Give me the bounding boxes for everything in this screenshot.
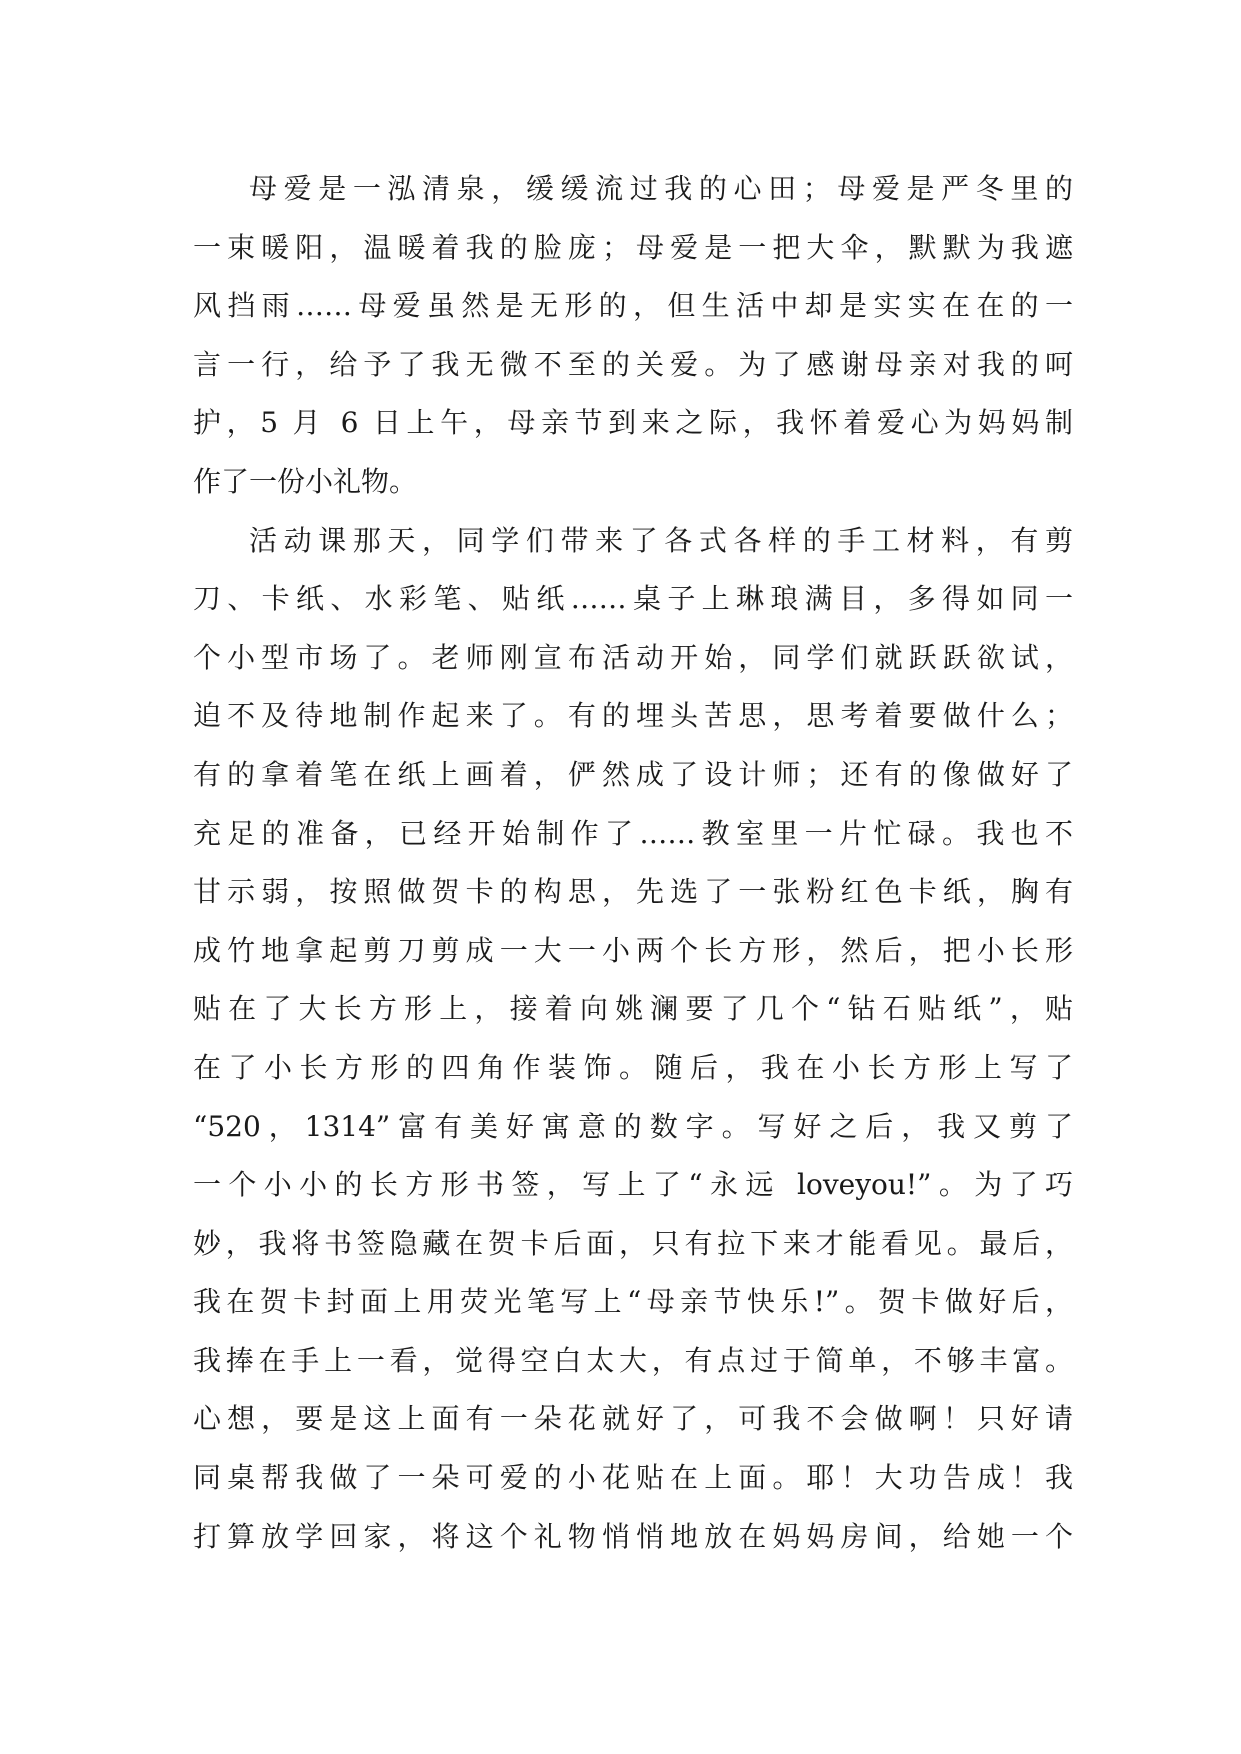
paragraph-2-line-15: 我捧在手上一看，觉得空白太大，有点过于简单，不够丰富。 bbox=[193, 1343, 1073, 1377]
paragraph-2-line-2: 刀、卡纸、水彩笔、贴纸……桌子上琳琅满目，多得如同一 bbox=[193, 582, 1073, 616]
paragraph-2-line-13: 妙，我将书签隐藏在贺卡后面，只有拉下来才能看见。最后， bbox=[193, 1226, 1073, 1260]
paragraph-1-line-4: 言一行，给予了我无微不至的关爱。为了感谢母亲对我的呵 bbox=[193, 347, 1073, 381]
paragraph-2-line-12: 一个小小的长方形书签，写上了“永远 loveyou!”。为了巧 bbox=[193, 1168, 1073, 1202]
paragraph-1-line-3: 风挡雨……母爱虽然是无形的，但生活中却是实实在在的一 bbox=[193, 289, 1073, 323]
paragraph-2-line-7: 甘示弱，按照做贺卡的构思，先选了一张粉红色卡纸，胸有 bbox=[193, 875, 1073, 909]
body-text bbox=[193, 160, 1073, 1566]
paragraph-1-line-1: 母爱是一泓清泉，缓缓流过我的心田；母爱是严冬里的 bbox=[249, 172, 1073, 205]
paragraph-2-line-9: 贴在了大长方形上，接着向姚澜要了几个“钻石贴纸”，贴 bbox=[193, 992, 1073, 1026]
paragraph-2-line-1: 活动课那天，同学们带来了各式各样的手工材料，有剪 bbox=[249, 523, 1073, 557]
paragraph-2-line-10: 在了小长方形的四角作装饰。随后，我在小长方形上写了 bbox=[193, 1050, 1073, 1084]
paragraph-2-line-4: 迫不及待地制作起来了。有的埋头苦思，思考着要做什么； bbox=[193, 699, 1073, 733]
paragraph-2-line-6: 充足的准备，已经开始制作了……教室里一片忙碌。我也不 bbox=[193, 816, 1073, 850]
paragraph-2-line-3: 个小型市场了。老师刚宣布活动开始，同学们就跃跃欲试， bbox=[193, 640, 1073, 674]
paragraph-2-line-17: 同桌帮我做了一朵可爱的小花贴在上面。耶！大功告成！我 bbox=[193, 1461, 1073, 1495]
paragraph-1-line-6: 作了一份小礼物。 bbox=[193, 464, 418, 498]
paragraph-2-line-11: “520，1314”富有美好寓意的数字。写好之后，我又剪了 bbox=[193, 1109, 1073, 1143]
paragraph-1-line-2: 一束暖阳，温暖着我的脸庞；母爱是一把大伞，默默为我遮 bbox=[193, 230, 1073, 264]
paragraph-2-line-5: 有的拿着笔在纸上画着，俨然成了设计师；还有的像做好了 bbox=[193, 757, 1073, 791]
paragraph-2-line-16: 心想，要是这上面有一朵花就好了，可我不会做啊！只好请 bbox=[193, 1402, 1073, 1436]
paragraph-2-line-14: 我在贺卡封面上用荧光笔写上“母亲节快乐!”。贺卡做好后， bbox=[193, 1285, 1073, 1319]
paragraph-2-line-8: 成竹地拿起剪刀剪成一大一小两个长方形，然后，把小长形 bbox=[193, 933, 1073, 967]
paragraph-2-line-18: 打算放学回家，将这个礼物悄悄地放在妈妈房间，给她一个 bbox=[193, 1519, 1073, 1553]
paragraph-1-line-5: 护，5 月 6 日上午，母亲节到来之际，我怀着爱心为妈妈制 bbox=[193, 406, 1073, 440]
